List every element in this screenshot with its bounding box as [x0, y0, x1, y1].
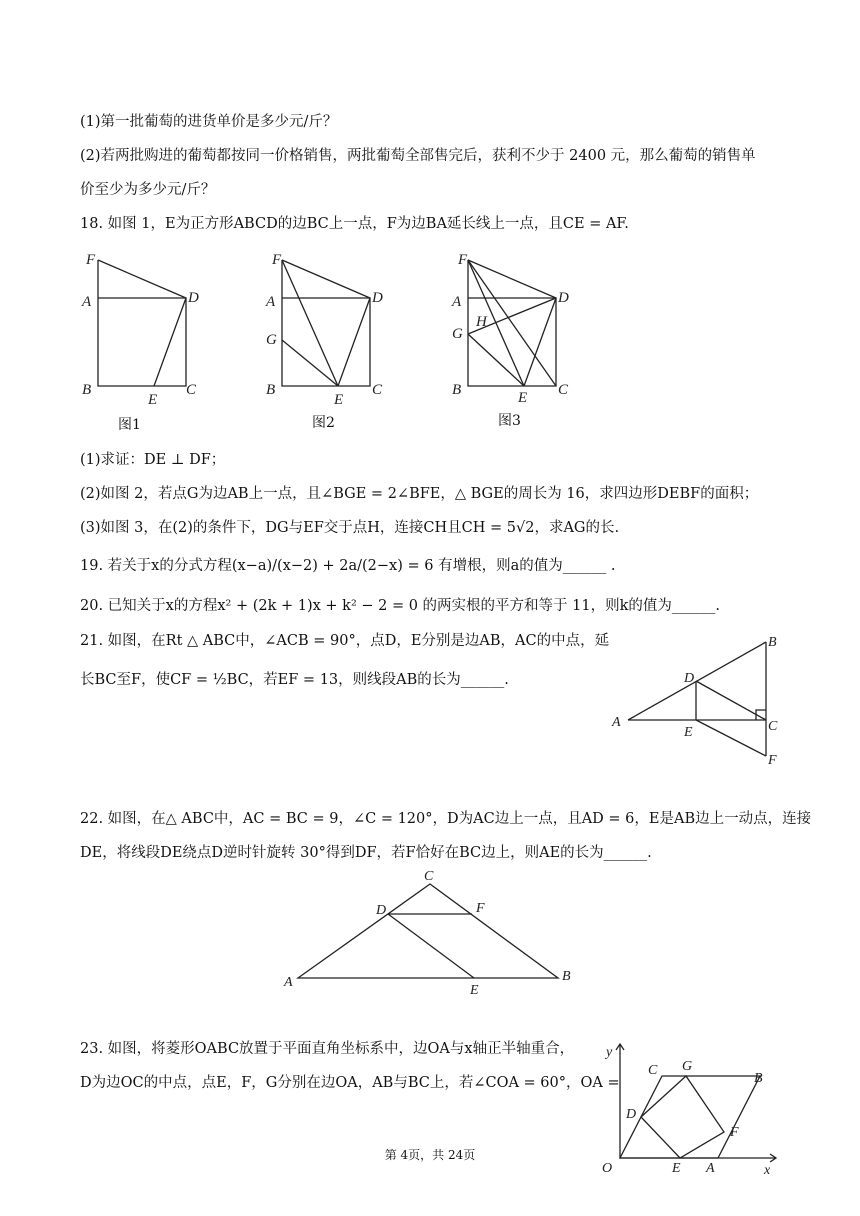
q20-question: 20. 已知关于x的方程x² + (2k + 1)x + k² − 2 = 0 的两实根的平方和等于 11，则k的值为______. [80, 598, 721, 614]
q18-figure-3 [448, 248, 578, 413]
svg-text:A: A [284, 975, 293, 990]
svg-text:O: O [602, 1161, 613, 1176]
svg-text:G: G [452, 326, 463, 342]
q21-line1: 21. 如图，在Rt △ ABC中，∠ACB = 90°，点D，E分别是边AB，AC的中点，延 [80, 633, 610, 649]
q23-line2: D为边OC的中点，点E，F，G分别在边OA，AB与BC上，若∠COA = 60°，OA = [80, 1075, 620, 1091]
q21-line2: 长BC至F，使CF = ½BC，若EF = 13，则线段AB的长为______. [80, 672, 509, 688]
svg-text:B: B [562, 969, 571, 984]
svg-text:D: D [372, 290, 383, 306]
svg-text:D: D [626, 1107, 637, 1122]
svg-text:A: A [612, 715, 621, 730]
q21-figure [606, 628, 806, 774]
svg-text:G: G [266, 332, 277, 348]
svg-text:y: y [606, 1045, 613, 1060]
q18-figure-1 [78, 248, 208, 413]
q18-part3: (3)如图 3，在(2)的条件下，DG与EF交于点H，连接CH且CH = 5√2，求AG的长. [80, 520, 620, 536]
svg-text:F: F [768, 753, 777, 768]
q18-stem: 18. 如图 1，E为正方形ABCD的边BC上一点，F为边BA延长线上一点，且CE = AF. [80, 216, 629, 232]
page-footer: 第 4页，共 24页 [384, 1148, 476, 1162]
svg-text:B: B [768, 635, 777, 650]
q18-part2: (2)如图 2，若点G为边AB上一点，且∠BGE = 2∠BFE，△ BGE的周长为 16，求四边形DEBF的面积； [80, 486, 759, 502]
svg-text:E: E [470, 983, 479, 998]
svg-text:G: G [682, 1059, 693, 1074]
svg-text:E: E [518, 390, 528, 406]
svg-text:A: A [82, 294, 92, 310]
svg-text:D: D [188, 290, 199, 306]
q17-part2-line2: 价至少为多少元/斤？ [80, 182, 216, 198]
svg-text:D: D [376, 903, 387, 918]
q22-line2: DE，将线段DE绕点D逆时针旋转 30°得到DF，若F恰好在BC边上，则AE的长为______. [80, 845, 652, 861]
q17-part2-line1: (2)若两批购进的葡萄都按同一价格销售，两批葡萄全部售完后，获利不少于 2400 元，那么葡萄的销售单 [80, 148, 756, 164]
svg-text:D: D [684, 671, 695, 686]
svg-text:A: A [706, 1161, 715, 1176]
svg-text:H: H [476, 314, 487, 330]
svg-text:C: C [768, 719, 778, 734]
svg-text:C: C [372, 382, 383, 398]
fig3-caption: 图3 [498, 413, 521, 429]
svg-text:E: E [334, 392, 344, 408]
svg-text:F: F [730, 1125, 739, 1140]
svg-text:E: E [672, 1161, 681, 1176]
svg-text:F: F [86, 252, 96, 268]
q18-part1: (1)求证：DE ⊥ DF； [80, 452, 226, 468]
q22-line1: 22. 如图，在△ ABC中，AC = BC = 9，∠C = 120°，D为AC边上一点，且AD = 6，E是AB边上一动点，连接 [80, 811, 812, 827]
svg-text:F: F [458, 252, 468, 268]
fig2-caption: 图2 [312, 415, 335, 431]
svg-text:C: C [648, 1063, 658, 1078]
q17-part1: (1)第一批葡萄的进货单价是多少元/斤？ [80, 114, 338, 130]
q18-figure-2 [262, 248, 392, 413]
svg-text:C: C [558, 382, 569, 398]
fig1-caption: 图1 [118, 417, 141, 433]
svg-text:C: C [186, 382, 197, 398]
svg-text:E: E [148, 392, 158, 408]
svg-text:D: D [558, 290, 569, 306]
svg-text:B: B [452, 382, 462, 398]
svg-text:A: A [266, 294, 276, 310]
svg-text:B: B [82, 382, 92, 398]
svg-text:E: E [684, 725, 693, 740]
svg-text:C: C [424, 869, 434, 884]
svg-text:x: x [764, 1163, 771, 1176]
svg-text:B: B [266, 382, 276, 398]
svg-text:A: A [452, 294, 462, 310]
q22-figure [282, 864, 582, 1000]
q19-question: 19. 若关于x的分式方程(x−a)/(x−2) + 2a/(2−x) = 6 有增根，则a的值为______ . [80, 558, 616, 574]
svg-text:F: F [272, 252, 282, 268]
svg-text:F: F [476, 901, 485, 916]
q23-line1: 23. 如图，将菱形OABC放置于平面直角坐标系中，边OA与x轴正半轴重合， [80, 1041, 575, 1057]
svg-text:B: B [754, 1071, 763, 1086]
